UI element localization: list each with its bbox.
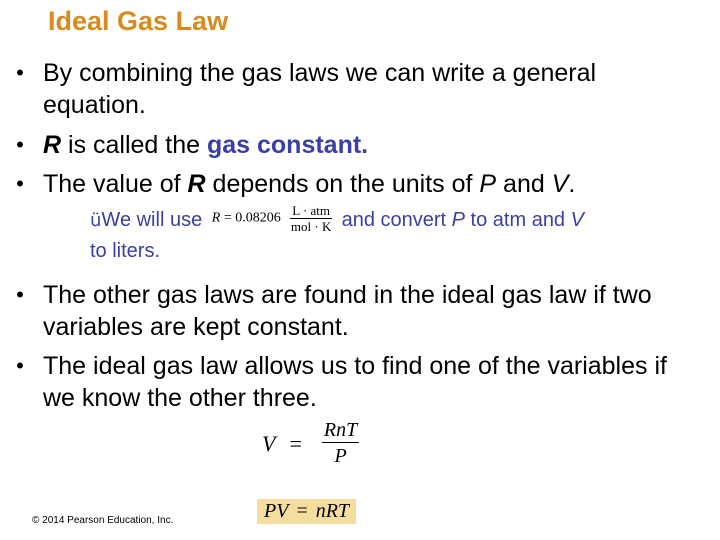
v-symbol: V — [570, 209, 584, 231]
r-symbol: R — [187, 170, 206, 198]
eq-lhs: V — [262, 430, 276, 456]
eq-lhs: PV — [264, 500, 289, 522]
bullet-text — [43, 168, 700, 200]
sub-bullet-mid2: to atm and — [465, 209, 571, 231]
r-constant-formula — [212, 203, 332, 234]
p-symbol: P — [479, 170, 497, 198]
bullet-item — [10, 129, 700, 161]
bullet-icon: • — [16, 282, 24, 307]
bullet-text — [43, 129, 700, 161]
bullet-item — [10, 57, 700, 121]
sub-bullet — [90, 205, 690, 266]
r-value: 0.08206 — [235, 210, 281, 226]
bullet-text: The ideal gas law allows us to find one of the variables if we know the other three. — [43, 352, 667, 412]
bullet-item — [10, 168, 700, 200]
equals-sign: = — [223, 210, 232, 226]
sub-bullet-pre: We will use — [101, 209, 203, 231]
gas-constant-highlight: gas constant. — [206, 131, 369, 159]
eq-rhs: nRT — [315, 500, 350, 522]
bullet-text-end: . — [568, 170, 576, 198]
bullet-text-mid: is called the — [61, 131, 207, 159]
units-numerator: L · atm — [292, 203, 331, 219]
eq-fraction — [322, 418, 359, 469]
checkmark-icon: ü — [90, 210, 102, 231]
copyright-notice: © 2014 Pearson Education, Inc. — [32, 515, 174, 526]
bullet-text: The other gas laws are found in the ideal gas law if two variables are kept constant. — [43, 281, 652, 341]
equals-sign: = — [289, 430, 302, 456]
bullet-icon: • — [16, 171, 24, 196]
eq-denominator: P — [334, 445, 347, 467]
bullet-text-post: depends on the units of — [205, 170, 480, 198]
bullet-item — [10, 350, 700, 414]
bullet-text-and: and — [496, 170, 552, 198]
ideal-gas-equation — [257, 499, 356, 524]
slide-title: Ideal Gas Law — [48, 6, 229, 36]
r-symbol: R — [211, 210, 221, 226]
bullet-text-pre: The value of — [43, 170, 188, 198]
bullet-text: By combining the gas laws we can write a general equation. — [43, 59, 597, 119]
p-symbol: P — [451, 209, 465, 231]
sub-bullet-mid: and convert — [341, 209, 452, 231]
units-fraction — [290, 203, 332, 234]
volume-equation — [262, 418, 359, 469]
bullet-item — [10, 279, 700, 343]
v-symbol: V — [551, 170, 569, 198]
bullet-icon: • — [16, 60, 24, 85]
r-symbol: R — [43, 131, 62, 159]
bullet-icon: • — [16, 132, 24, 157]
units-denominator: mol · K — [290, 219, 332, 235]
bullet-icon: • — [16, 353, 24, 378]
sub-bullet-post: to liters. — [90, 240, 161, 263]
equals-sign: = — [296, 500, 308, 522]
eq-numerator: RnT — [323, 419, 358, 441]
